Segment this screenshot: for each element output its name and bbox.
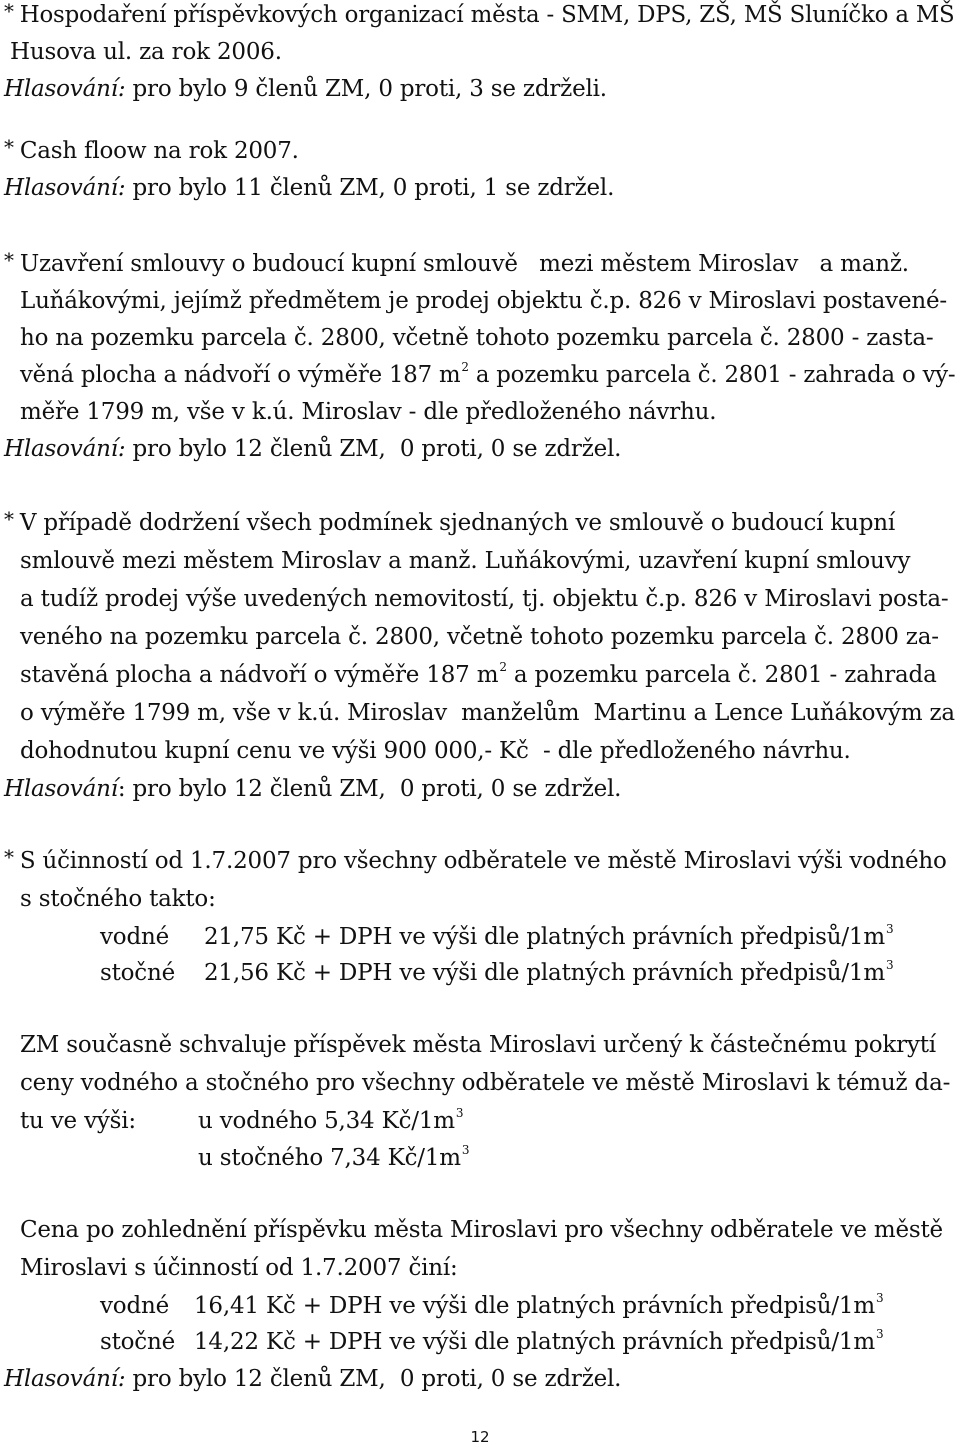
s7-line1: Cena po zohlednění příspěvku města Miroslavi pro všechny odběratele ve městě <box>20 1217 943 1243</box>
vote-label: Hlasování <box>4 776 118 802</box>
s5-rate2-label: stočné <box>100 960 175 986</box>
s4-vote: Hlasování: pro bylo 12 členů ZM, 0 proti, 0 se zdržel. <box>4 776 622 802</box>
s6-line3-label: tu ve výši: <box>20 1108 136 1134</box>
s1-line2: Husova ul. za rok 2006. <box>10 39 282 65</box>
s4-line6: o výměře 1799 m, vše v k.ú. Miroslav manželům Martinu a Lence Luňákovým za <box>20 700 955 726</box>
s6-line1: ZM současně schvaluje příspěvek města Miroslavi určený k částečnému pokrytí <box>20 1032 936 1058</box>
s5-rate2-text: 21,56 Kč + DPH ve výši dle platných právních předpisů/$1m^3$ <box>204 958 894 986</box>
bullet-star: * <box>4 135 14 159</box>
vote-label: Hlasování: <box>4 175 126 201</box>
s7-rate1-text: 16,41 Kč + DPH ve výši dle platných právních předpisů/$1m^3$ <box>194 1291 884 1319</box>
s4-line4: veného na pozemku parcela č. 2800, včetně tohoto pozemku parcela č. 2800 za- <box>20 624 939 650</box>
vote-label: Hlasování: <box>4 76 126 102</box>
s6-line4-text: u stočného 7,34 $Kč/1m^3$ <box>198 1143 470 1171</box>
bullet-star: * <box>4 845 14 869</box>
s7-rate1-label: vodné <box>100 1293 169 1319</box>
s4-line7: dohodnutou kupní cenu ve výši 900 000,- Kč - dle předloženého návrhu. <box>20 738 851 764</box>
s3-line3: ho na pozemku parcela č. 2800, včetně tohoto pozemku parcela č. 2800 - zasta- <box>20 325 934 351</box>
s3-line1: * Uzavření smlouvy o budoucí kupní smlouvě mezi městem Miroslav a manž. <box>4 248 909 277</box>
bullet-star: * <box>4 0 14 23</box>
s4-line3: a tudíž prodej výše uvedených nemovitostí, tj. objektu č.p. 826 v Miroslavi posta- <box>20 586 949 612</box>
s1-line1: * Hospodaření příspěvkových organizací města - SMM, DPS, ZŠ, MŠ Sluníčko a MŠ <box>4 0 955 28</box>
vote-label: Hlasování: <box>4 1366 126 1392</box>
s5-rate1-label: vodné <box>100 924 169 950</box>
s5-line2: s stočného takto: <box>20 886 216 912</box>
s6-line3-text: u vodného 5,34 $Kč/1m^3$ <box>198 1106 464 1134</box>
s4-line2: smlouvě mezi městem Miroslav a manž. Luňákovými, uzavření kupní smlouvy <box>20 548 911 574</box>
s3-line4: věná plocha a nádvoří o výměře 187 $m^2$ a pozemku parcela č. 2801 - zahrada o vý- <box>20 360 956 388</box>
s7-rate2-text: 14,22 Kč + DPH ve výši dle platných právních předpisů/$1m^3$ <box>194 1327 884 1355</box>
s3-vote: Hlasování: pro bylo 12 členů ZM, 0 proti, 0 se zdržel. <box>4 436 622 462</box>
bullet-star: * <box>4 248 14 272</box>
s3-line5: měře 1799 m, vše v k.ú. Miroslav - dle předloženého návrhu. <box>20 399 717 425</box>
s6-line2: ceny vodného a stočného pro všechny odběratele ve městě Miroslavi k témuž da- <box>20 1070 951 1096</box>
s1-vote: Hlasování: pro bylo 9 členů ZM, 0 proti, 3 se zdrželi. <box>4 76 607 102</box>
s7-vote: Hlasování: pro bylo 12 členů ZM, 0 proti, 0 se zdržel. <box>4 1366 622 1392</box>
s2-line1: * Cash floow na rok 2007. <box>4 135 299 164</box>
s7-rate2-label: stočné <box>100 1329 175 1355</box>
bullet-star: * <box>4 507 14 531</box>
s3-line2: Luňákovými, jejímž předmětem je prodej objektu č.p. 826 v Miroslavi postavené- <box>20 288 947 314</box>
s5-rate1-text: 21,75 Kč + DPH ve výši dle platných právních předpisů/$1m^3$ <box>204 922 894 950</box>
s4-line5: stavěná plocha a nádvoří o výměře 187 $m^2$ a pozemku parcela č. 2801 - zahrada <box>20 660 937 688</box>
s5-line1: * S účinností od 1.7.2007 pro všechny odběratele ve městě Miroslavi výši vodného <box>4 845 947 874</box>
s2-vote: Hlasování: pro bylo 11 členů ZM, 0 proti, 1 se zdržel. <box>4 175 615 201</box>
s4-line1: * V případě dodržení všech podmínek sjednaných ve smlouvě o budoucí kupní <box>4 507 896 536</box>
vote-label: Hlasování: <box>4 436 126 462</box>
page-number: 12 <box>470 1428 490 1446</box>
s7-line2: Miroslavi s účinností od 1.7.2007 činí: <box>20 1255 458 1281</box>
